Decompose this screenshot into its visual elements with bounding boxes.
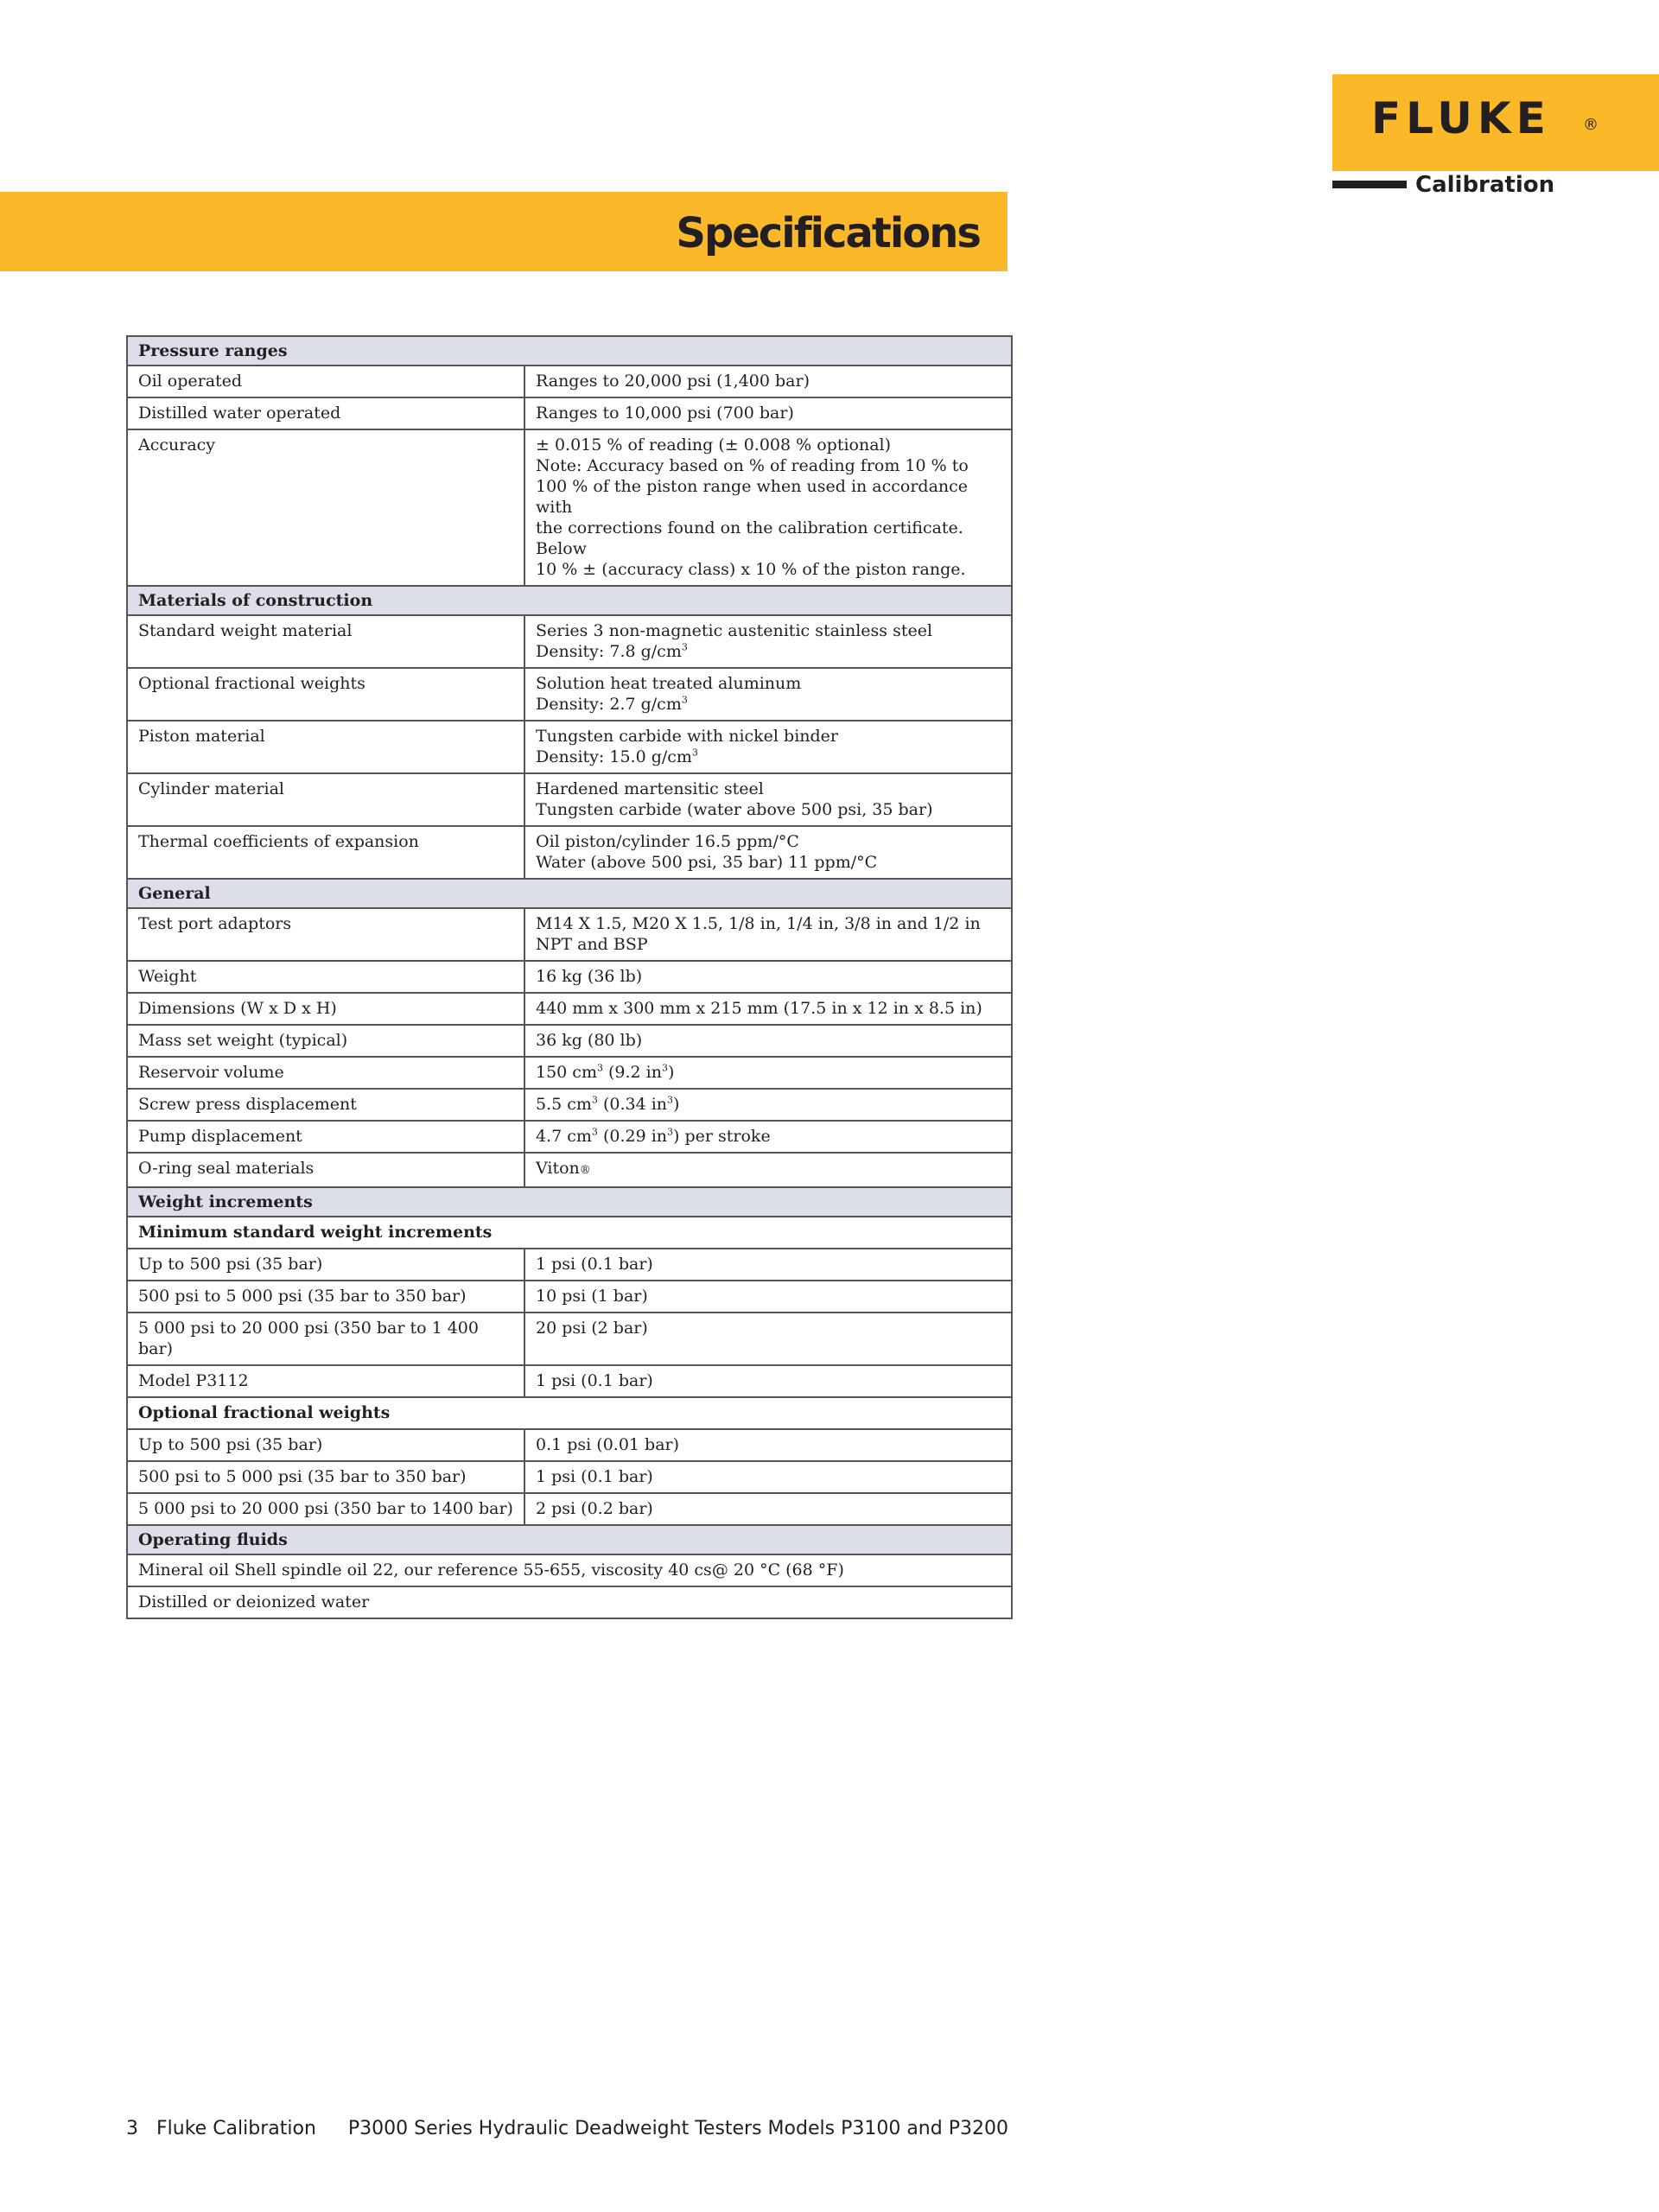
- subsection-header-row: [127, 1217, 1012, 1249]
- spec-value: [524, 826, 1012, 879]
- spec-label: Distilled water operated: [127, 397, 524, 429]
- spec-value: [524, 721, 1012, 773]
- spec-label: Up to 500 psi (35 bar): [127, 1429, 524, 1461]
- spec-value: Ranges to 10,000 psi (700 bar): [524, 397, 1012, 429]
- subsection-header: Optional fractional weights: [127, 1397, 1012, 1429]
- table-row: [127, 1313, 1012, 1365]
- spec-value-line: Density: 15.0 $g/cm^3$: [536, 747, 698, 766]
- table-row: [127, 615, 1012, 668]
- spec-label: Model P3112: [127, 1365, 524, 1397]
- spec-label: Test port adaptors: [127, 908, 524, 961]
- table-row: [127, 397, 1012, 429]
- spec-value: [524, 773, 1012, 826]
- spec-label: 500 psi to 5 000 psi (35 bar to 350 bar): [127, 1281, 524, 1313]
- spec-value-line: Density: 2.7 $g/cm^3$: [536, 694, 688, 714]
- specifications-table: [126, 335, 1013, 1619]
- spec-label: Weight: [127, 961, 524, 993]
- spec-value-line: Oil piston/cylinder 16.5 ppm/°C: [536, 832, 799, 851]
- spec-value: 4.7 $cm^3$ (0.29 $in^3$) per stroke: [524, 1121, 1012, 1153]
- section-header: Weight increments: [127, 1187, 1012, 1217]
- section-header-row: [127, 1525, 1012, 1554]
- spec-value: [524, 615, 1012, 668]
- page-number: 3: [126, 2118, 138, 2139]
- section-header: Pressure ranges: [127, 336, 1012, 365]
- spec-label: Accuracy: [127, 429, 524, 586]
- spec-label: Reservoir volume: [127, 1057, 524, 1089]
- spec-value: Distilled or deionized water: [127, 1586, 1012, 1618]
- spec-value: 16 kg (36 lb): [524, 961, 1012, 993]
- footer-document-title: P3000 Series Hydraulic Deadweight Testers Models P3100 and P3200: [347, 2118, 1008, 2139]
- table-row: [127, 1461, 1012, 1493]
- spec-label: Pump displacement: [127, 1121, 524, 1153]
- section-header-row: [127, 336, 1012, 365]
- spec-value: [524, 429, 1012, 586]
- spec-label: Mass set weight (typical): [127, 1025, 524, 1057]
- table-row: [127, 826, 1012, 879]
- logo-registered-mark: ®: [1583, 116, 1599, 134]
- table-row: [127, 993, 1012, 1025]
- table-row: [127, 668, 1012, 721]
- table-row: [127, 365, 1012, 397]
- spec-value-line: Note: Accuracy based on % of reading from 10 % to: [536, 456, 969, 475]
- logo-subtitle: Calibration: [1415, 172, 1555, 198]
- table-row: [127, 773, 1012, 826]
- table-row: [127, 1429, 1012, 1461]
- spec-value: 2 psi (0.2 bar): [524, 1493, 1012, 1525]
- spec-label: Up to 500 psi (35 bar): [127, 1249, 524, 1281]
- fluke-logo: [1332, 74, 1659, 171]
- table-row: [127, 1365, 1012, 1397]
- table-row: [127, 721, 1012, 773]
- section-header-row: [127, 1187, 1012, 1217]
- spec-value: 36 kg (80 lb): [524, 1025, 1012, 1057]
- spec-value-line: 10 % ± (accuracy class) x 10 % of the piston range.: [536, 560, 966, 579]
- table-row: [127, 1089, 1012, 1121]
- spec-value: 20 psi (2 bar): [524, 1313, 1012, 1365]
- spec-label: Dimensions (W x D x H): [127, 993, 524, 1025]
- table-row: [127, 1281, 1012, 1313]
- spec-value-line: NPT and BSP: [536, 935, 648, 954]
- spec-value-line: M14 X 1.5, M20 X 1.5, 1/8 in, 1/4 in, 3/8 in and 1/2 in: [536, 914, 981, 933]
- table-row: [127, 1249, 1012, 1281]
- spec-label: Cylinder material: [127, 773, 524, 826]
- table-row: [127, 1025, 1012, 1057]
- spec-value: [524, 908, 1012, 961]
- page-footer: [126, 2118, 1020, 2139]
- spec-value: 1 psi (0.1 bar): [524, 1249, 1012, 1281]
- table-row: [127, 1554, 1012, 1586]
- spec-label: Thermal coefficients of expansion: [127, 826, 524, 879]
- spec-value: 0.1 psi (0.01 bar): [524, 1429, 1012, 1461]
- table-row: [127, 908, 1012, 961]
- spec-value: 150 $cm^3$ (9.2 $in^3$): [524, 1057, 1012, 1089]
- spec-value: Viton®: [524, 1153, 1012, 1187]
- spec-label: Optional fractional weights: [127, 668, 524, 721]
- spec-value-line: 100 % of the piston range when used in accordance with: [536, 477, 969, 517]
- spec-value: 5.5 $cm^3$ (0.34 $in^3$): [524, 1089, 1012, 1121]
- spec-value-line: the corrections found on the calibration certificate. Below: [536, 518, 963, 558]
- spec-value: 10 psi (1 bar): [524, 1281, 1012, 1313]
- table-row: [127, 961, 1012, 993]
- section-header-row: [127, 879, 1012, 908]
- section-header: General: [127, 879, 1012, 908]
- section-header-row: [127, 586, 1012, 615]
- table-row: [127, 1493, 1012, 1525]
- table-row: [127, 1121, 1012, 1153]
- spec-value-line: Hardened martensitic steel: [536, 779, 764, 798]
- spec-value: 440 mm x 300 mm x 215 mm (17.5 in x 12 in x 8.5 in): [524, 993, 1012, 1025]
- spec-value: 1 psi (0.1 bar): [524, 1461, 1012, 1493]
- spec-label: 5 000 psi to 20 000 psi (350 bar to 1400 bar): [127, 1493, 524, 1525]
- subsection-header: Minimum standard weight increments: [127, 1217, 1012, 1249]
- logo-bar: [1332, 181, 1407, 188]
- spec-label: O-ring seal materials: [127, 1153, 524, 1187]
- spec-value: 1 psi (0.1 bar): [524, 1365, 1012, 1397]
- spec-value-line: Tungsten carbide with nickel binder: [536, 727, 838, 746]
- spec-value-line: Water (above 500 psi, 35 bar) 11 ppm/°C: [536, 853, 878, 872]
- table-row: [127, 429, 1012, 586]
- spec-value-line: ± 0.015 % of reading (± 0.008 % optional): [536, 435, 892, 454]
- spec-value-line: Tungsten carbide (water above 500 psi, 35 bar): [536, 800, 933, 819]
- section-header: Materials of construction: [127, 586, 1012, 615]
- table-row: [127, 1153, 1012, 1187]
- page-title: Specifications: [676, 209, 980, 257]
- section-header: Operating fluids: [127, 1525, 1012, 1554]
- spec-label: Standard weight material: [127, 615, 524, 668]
- spec-value: Ranges to 20,000 psi (1,400 bar): [524, 365, 1012, 397]
- spec-label: 500 psi to 5 000 psi (35 bar to 350 bar): [127, 1461, 524, 1493]
- spec-value-line: Density: 7.8 $g/cm^3$: [536, 641, 688, 661]
- logo-brand: FLUKE: [1371, 93, 1551, 143]
- section-banner: [0, 192, 1007, 271]
- footer-company: Fluke Calibration: [156, 2118, 316, 2139]
- spec-label: Screw press displacement: [127, 1089, 524, 1121]
- table-row: [127, 1057, 1012, 1089]
- spec-value-line: Solution heat treated aluminum: [536, 674, 802, 693]
- spec-value-line: Series 3 non-magnetic austenitic stainless steel: [536, 621, 933, 640]
- spec-label: 5 000 psi to 20 000 psi (350 bar to 1 400 bar): [127, 1313, 524, 1365]
- spec-label: Oil operated: [127, 365, 524, 397]
- spec-label: Piston material: [127, 721, 524, 773]
- spec-value: [524, 668, 1012, 721]
- spec-value: Mineral oil Shell spindle oil 22, our reference 55-655, viscosity 40 cs@ 20 °C (68 °F): [127, 1554, 1012, 1586]
- table-row: [127, 1586, 1012, 1618]
- subsection-header-row: [127, 1397, 1012, 1429]
